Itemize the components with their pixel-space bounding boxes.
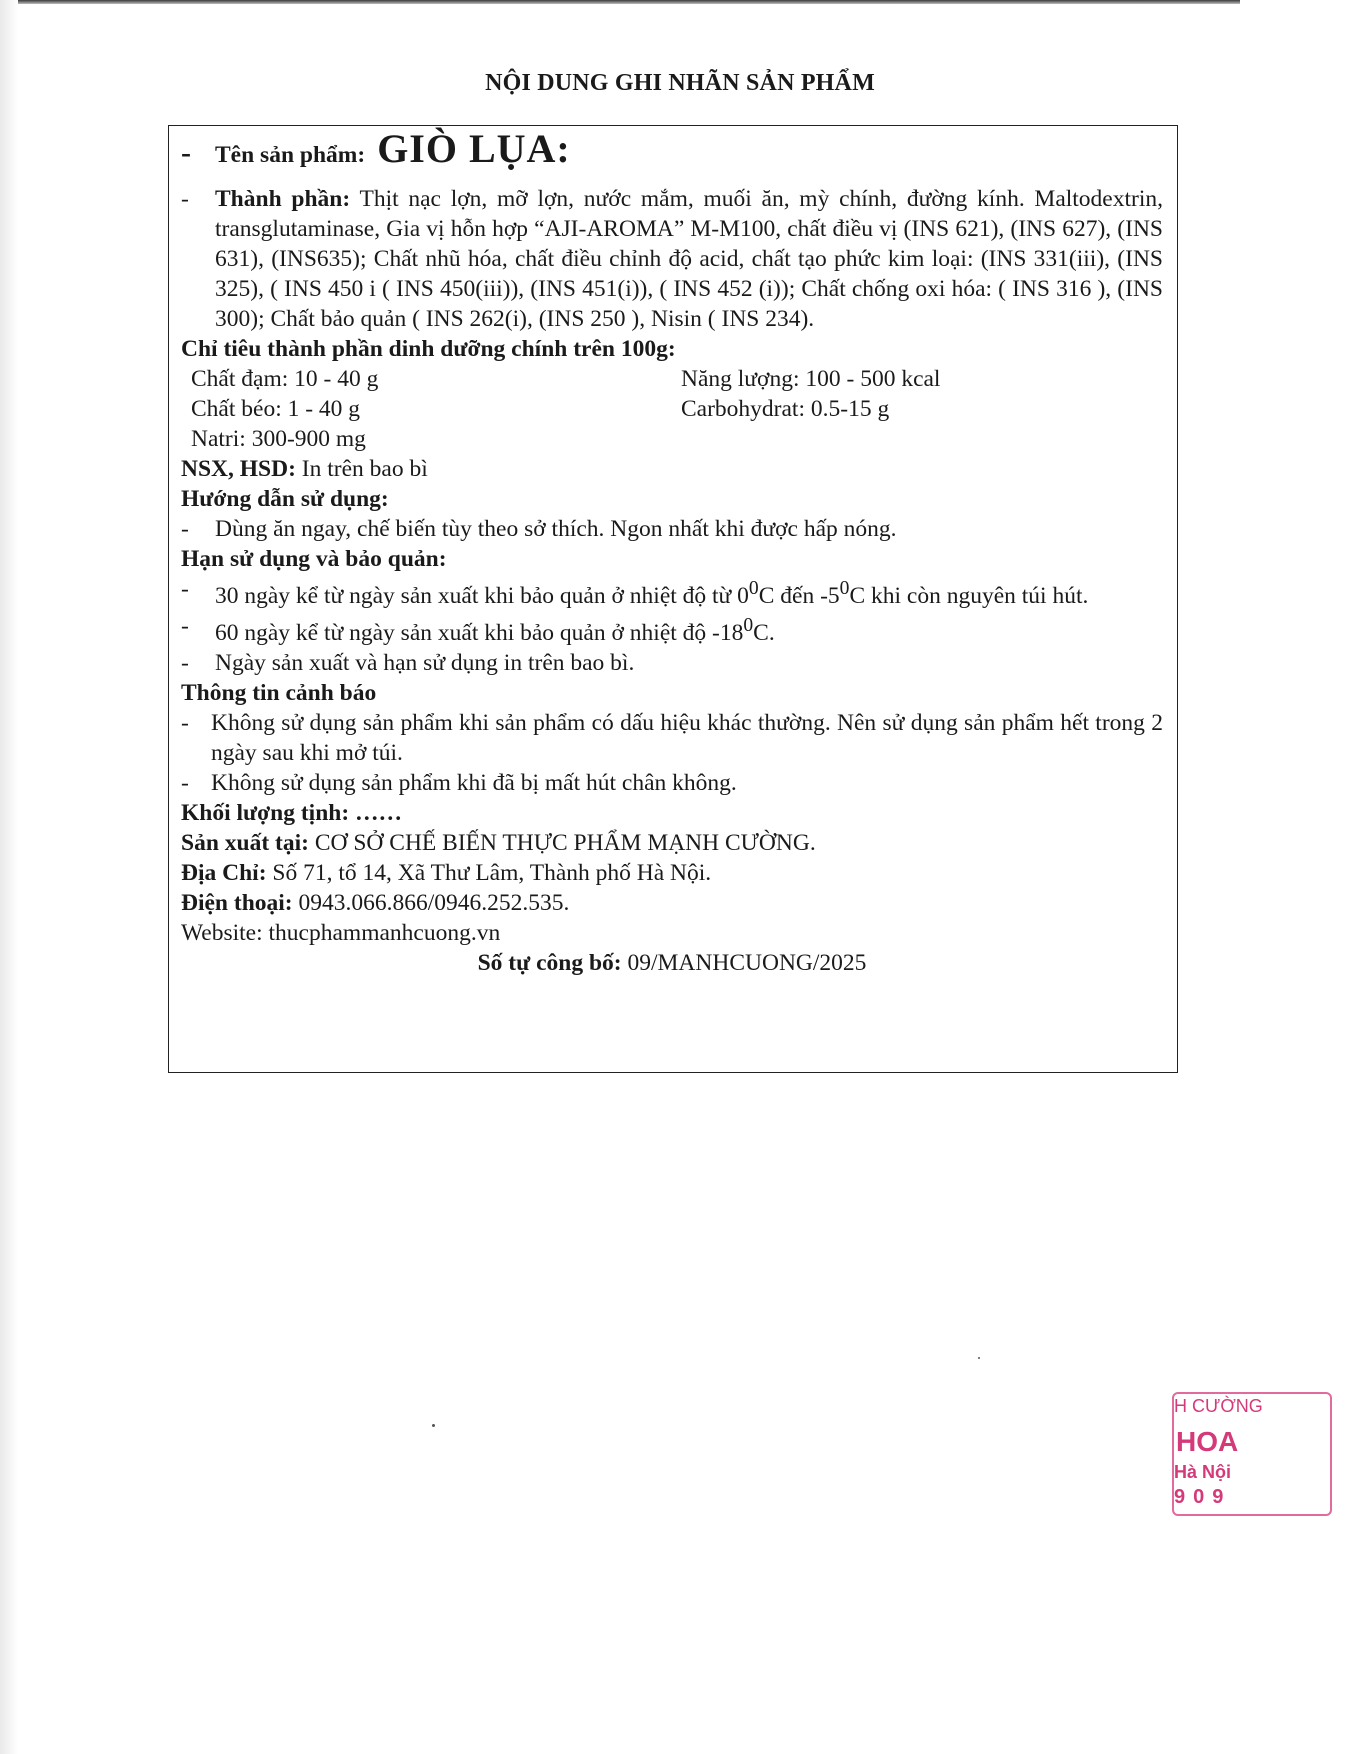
producer-label: Sản xuất tại: <box>181 829 309 856</box>
website-line <box>181 918 1163 948</box>
product-name-label: Tên sản phẩm: <box>215 142 366 168</box>
storage-text-part: 60 ngày kể từ ngày sản xuất khi bảo quản ở nhiệt độ -18 <box>215 619 744 646</box>
warning-heading: Thông tin cảnh báo <box>181 679 377 706</box>
storage-text: Ngày sản xuất và hạn sử dụng in trên bao bì. <box>215 649 635 676</box>
declaration-line <box>181 948 1163 978</box>
degree-sup: 0 <box>748 578 759 599</box>
storage-text <box>215 611 775 648</box>
bullet: - <box>181 769 189 796</box>
stamp-line: HOA <box>1176 1426 1239 1457</box>
storage-item <box>181 574 1163 611</box>
nutrition-protein: Chất đạm: 10 - 40 g <box>191 366 379 392</box>
dates-line <box>181 454 1163 484</box>
net-weight-label: Khối lượng tịnh: <box>181 799 350 826</box>
ingredients-text: Thịt nạc lợn, mỡ lợn, nước mắm, muối ăn, mỳ chính, đường kính. Maltodextrin, transglutaminase, Gia vị hỗn hợp “AJI-AROMA” M-M100, chất điều vị (INS 621), (INS 627), (INS 631), (INS635); Chất nhũ hóa, chất điều chỉnh độ acid, chất tạo phức kim loại: (INS 331(iii), (INS 325), ( INS 450 i ( INS 450(iii)), (INS 451(i)), ( INS 452 (i)); Chất chống oxi hóa: ( INS 316 ), (INS 300); Chất bảo quản ( INS 262(i), (INS 250 ), Nisin ( INS 234). <box>215 186 1163 332</box>
website-label: Website: <box>181 919 263 946</box>
warning-text: Không sử dụng sản phẩm khi đã bị mất hút chân không. <box>211 769 737 796</box>
dates-value: In trên bao bì <box>301 456 428 482</box>
warning-text: Không sử dụng sản phẩm khi sản phẩm có dấu hiệu khác thường. Nên sử dụng sản phẩm hết trong 2 ngày sau khi mở túi. <box>211 709 1163 766</box>
usage-item <box>181 514 1163 544</box>
storage-text-part: C đến -5 <box>758 582 840 609</box>
declaration-value: 09/MANHCUONG/2025 <box>627 949 867 976</box>
document-title: NỘI DUNG GHI NHÃN SẢN PHẨM <box>485 70 875 96</box>
storage-text-part: 30 ngày kể từ ngày sản xuất khi bảo quản ở nhiệt độ từ 0 <box>215 582 749 609</box>
label-content-box <box>168 125 1178 1073</box>
scan-edge-top <box>0 0 1240 4</box>
product-name-row <box>181 126 1163 184</box>
warning-item <box>181 708 1163 768</box>
storage-text-part: C khi còn nguyên túi hút. <box>849 582 1089 609</box>
storage-item <box>181 648 1163 678</box>
producer-value: CƠ SỞ CHẾ BIẾN THỰC PHẨM MẠNH CƯỜNG. <box>314 829 816 856</box>
scan-edge-left <box>0 0 18 1754</box>
nutrition-heading: Chỉ tiêu thành phần dinh dưỡng chính trên 100g: <box>181 336 676 362</box>
nutrition-table <box>181 364 1163 454</box>
nutrition-fat: Chất béo: 1 - 40 g <box>191 396 361 422</box>
phone-line <box>181 888 1163 918</box>
scan-speck <box>432 1424 435 1427</box>
bullet: - <box>181 186 189 212</box>
declaration-label: Số tự công bố: <box>477 949 622 976</box>
ingredients-block <box>215 184 1163 334</box>
usage-text: Dùng ăn ngay, chế biến tùy theo sở thích. Ngon nhất khi được hấp nóng. <box>215 516 897 542</box>
stamp-line: H CƯỜNG <box>1174 1396 1263 1416</box>
company-stamp <box>1170 1388 1263 1520</box>
warning-item <box>181 768 1163 798</box>
storage-heading: Hạn sử dụng và bảo quản: <box>181 546 447 572</box>
address-value: Số 71, tổ 14, Xã Thư Lâm, Thành phố Hà Nội. <box>272 859 712 886</box>
usage-heading: Hướng dẫn sử dụng: <box>181 486 389 512</box>
degree-sup: 0 <box>743 614 754 636</box>
scan-speck <box>978 1357 980 1359</box>
product-name: GIÒ LỤA: <box>377 126 571 171</box>
storage-text <box>215 574 1163 611</box>
stamp-line: 909 <box>1174 1486 1232 1508</box>
bullet: - <box>181 709 189 736</box>
producer-line <box>181 828 1163 858</box>
storage-item <box>181 611 1163 648</box>
address-label: Địa Chỉ: <box>181 859 267 886</box>
bullet: - <box>181 516 189 542</box>
website-value: thucphammanhcuong.vn <box>268 919 501 946</box>
bullet: - <box>181 576 189 602</box>
label-content <box>181 126 1163 978</box>
ingredients-row <box>181 184 1163 334</box>
storage-text-part: C. <box>753 619 775 646</box>
dates-label: NSX, HSD: <box>181 456 296 482</box>
phone-label: Điện thoại: <box>181 889 293 916</box>
net-weight-line <box>181 798 1163 828</box>
ingredients-label: Thành phần: <box>215 186 351 212</box>
net-weight-value: …… <box>355 799 403 826</box>
bullet: - <box>181 612 189 639</box>
address-line <box>181 858 1163 888</box>
nutrition-carbs: Carbohydrat: 0.5-15 g <box>681 396 890 422</box>
nutrition-sodium: Natri: 300-900 mg <box>191 426 366 452</box>
nutrition-energy: Năng lượng: 100 - 500 kcal <box>681 366 941 392</box>
stamp-line: Hà Nội <box>1174 1462 1232 1482</box>
bullet: - <box>181 136 191 169</box>
phone-value: 0943.066.866/0946.252.535. <box>298 889 570 916</box>
degree-sup: 0 <box>839 578 850 599</box>
bullet: - <box>181 649 189 676</box>
